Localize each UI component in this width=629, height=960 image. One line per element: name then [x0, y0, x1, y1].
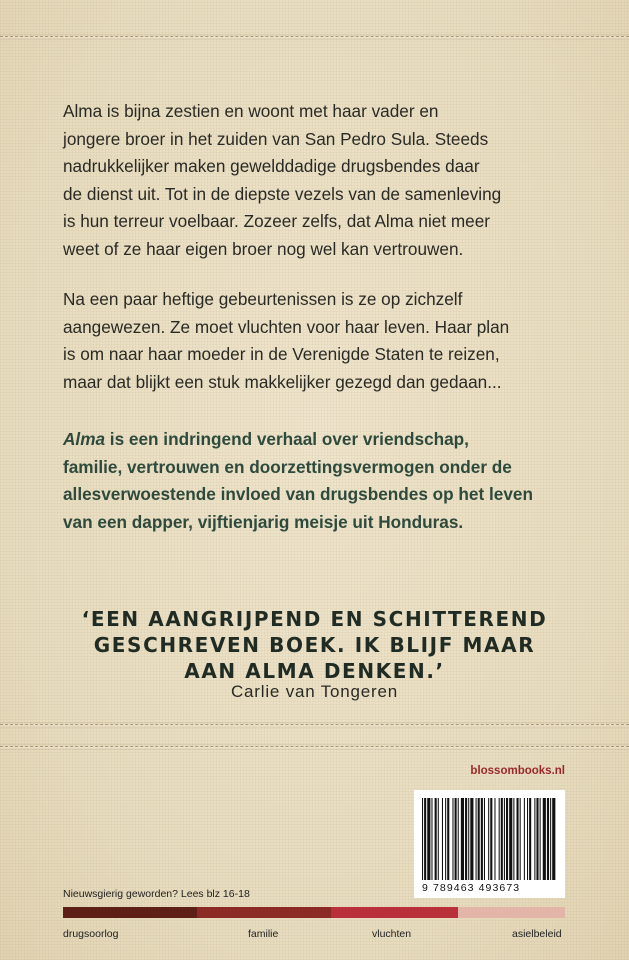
barcode-bar	[431, 798, 432, 880]
theme-label-vluchten: vluchten	[372, 928, 412, 940]
blurb-line: weet of ze haar eigen broer nog wel kan vertrouwen.	[63, 238, 464, 259]
publisher-website: blossombooks.nl	[470, 765, 565, 777]
barcode-bar	[427, 798, 430, 880]
barcode-bar	[494, 798, 495, 880]
barcode-bar	[455, 798, 457, 880]
barcode-bar	[501, 798, 503, 880]
barcode-bar	[435, 798, 437, 880]
theme-label-asielbeleid: asielbeleid	[512, 928, 562, 940]
barcode-bar	[547, 798, 549, 880]
barcode-bar	[465, 798, 467, 880]
pitch-line: familie, vertrouwen en doorzettingsvermogen onder de	[63, 456, 512, 477]
book-title: Alma	[63, 429, 106, 449]
barcode-bar	[490, 798, 492, 880]
review-quote	[40, 606, 589, 684]
blurb-line: is om naar haar moeder in de Verenigde Staten te reizen,	[63, 344, 500, 364]
pitch-paragraph	[63, 426, 583, 536]
blurb-line: is hun terreur voelbaar. Zozeer zelfs, dat Alma niet meer	[63, 211, 491, 231]
barcode-bar	[476, 798, 477, 880]
blurb-line: de dienst uit. Tot in de diepste vezels van de samenleving	[63, 183, 502, 204]
blurb-paragraph-2	[63, 286, 578, 396]
theme-bar-familie	[197, 907, 331, 918]
barcode-bar	[517, 798, 519, 880]
barcode-bar	[504, 798, 505, 880]
blurb-line: Na een paar heftige gebeurtenissen is ze op zichzelf	[63, 289, 463, 309]
barcode-bar	[488, 798, 489, 880]
barcode-bar	[445, 798, 446, 880]
barcode-bar	[536, 798, 538, 880]
pitch-line: is een indringend verhaal over vriendschap,	[105, 429, 469, 449]
blurb-line: Alma is bijna zestien en woont met haar vader en	[63, 101, 439, 121]
blurb-line: maar dat blijkt een stuk makkelijker gezegd dan gedaan...	[63, 371, 502, 392]
barcode-bar	[447, 798, 449, 880]
barcode-bar	[424, 798, 426, 880]
barcode-bar	[543, 798, 546, 880]
barcode-bar	[452, 798, 453, 880]
blurb-line: jongere broer in het zuiden van San Pedro Sula. Steeds	[63, 128, 489, 149]
theme-bar-drugsoorlog	[63, 907, 197, 918]
fabric-seam-top	[0, 28, 629, 46]
blurb-line: nadrukkelijker maken gewelddadige drugsbendes daar	[63, 156, 480, 176]
theme-bar-asielbeleid	[458, 907, 565, 918]
barcode-bar	[442, 798, 443, 880]
quote-author: Carlie van Tongeren	[230, 682, 399, 701]
barcode-bars	[422, 798, 557, 880]
isbn-barcode	[414, 790, 565, 898]
barcode-bar	[481, 798, 483, 880]
barcode-bar	[468, 798, 469, 880]
barcode-bar	[461, 798, 464, 880]
quote-line: ‘EEN AANGRIJPEND EN SCHITTEREND	[81, 607, 548, 631]
barcode-bar	[470, 798, 473, 880]
barcode-bar	[524, 798, 525, 880]
theme-label-familie: familie	[248, 928, 279, 940]
barcode-bar	[513, 798, 514, 880]
barcode-bar	[550, 798, 551, 880]
barcode-bar	[499, 798, 500, 880]
theme-label-drugsoorlog: drugsoorlog	[63, 928, 119, 940]
barcode-bar	[509, 798, 512, 880]
quote-line: AAN ALMA DENKEN.’	[184, 659, 445, 683]
barcode-bar	[552, 798, 555, 880]
barcode-bar	[422, 798, 423, 880]
blurb-line: aangewezen. Ze moet vluchten voor haar leven. Haar plan	[63, 316, 510, 337]
barcode-bar	[438, 798, 439, 880]
barcode-bar	[534, 798, 535, 880]
blurb-paragraph-1	[63, 98, 578, 263]
sample-pages-hint: Nieuwsgierig geworden? Lees blz 16-18	[63, 888, 250, 900]
fabric-seam-middle	[0, 716, 629, 734]
barcode-bar	[478, 798, 480, 880]
quote-line: GESCHREVEN BOEK. IK BLIJF MAAR	[93, 633, 536, 657]
barcode-bar	[506, 798, 508, 880]
barcode-bar	[540, 798, 541, 880]
pitch-line: van een dapper, vijftienjarig meisje uit Honduras.	[63, 511, 464, 532]
isbn-number: 9 789463 493673	[422, 882, 521, 894]
barcode-bar	[484, 798, 485, 880]
pitch-line: allesverwoestende invloed van drugsbendes op het leven	[63, 484, 533, 504]
theme-bar-vluchten	[331, 907, 458, 918]
barcode-bar	[520, 798, 521, 880]
fabric-seam-lower	[0, 738, 629, 756]
barcode-bar	[529, 798, 531, 880]
barcode-bar	[458, 798, 459, 880]
barcode-bar	[527, 798, 528, 880]
